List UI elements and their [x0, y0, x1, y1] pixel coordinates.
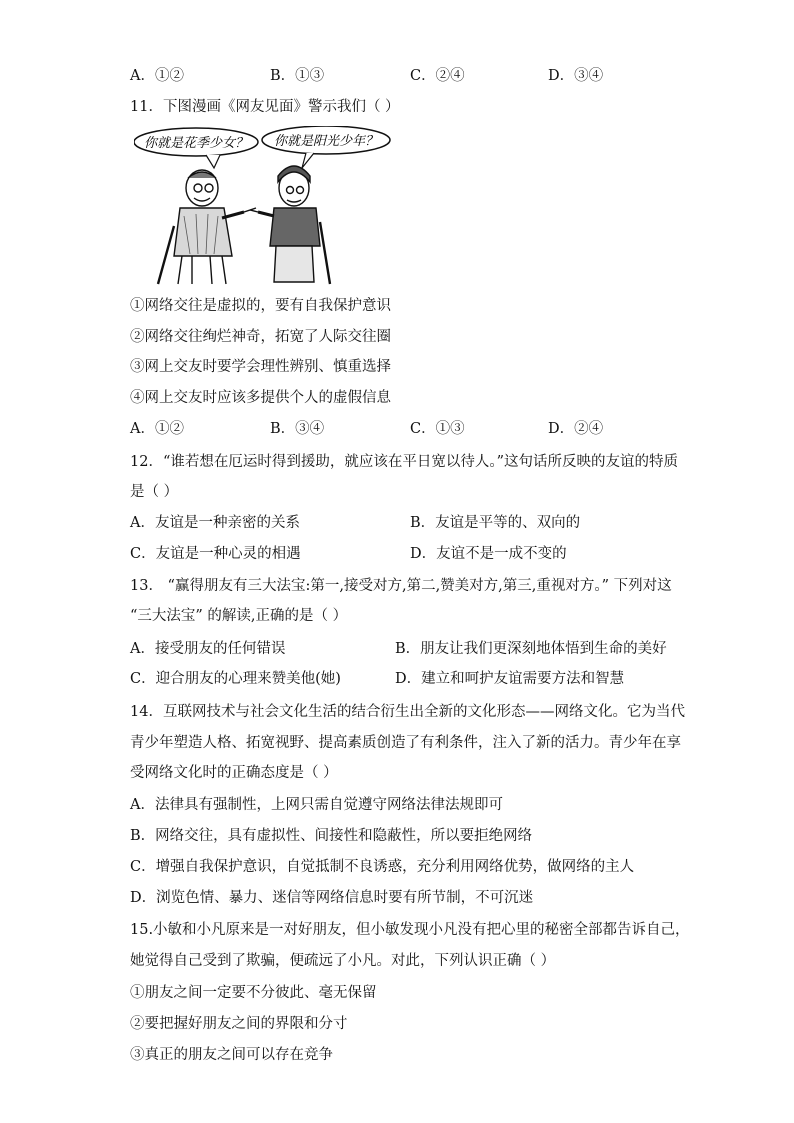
old-man-figure [158, 170, 256, 284]
q14-option-c: C．增强自我保护意识，自觉抵制不良诱惑，充分利用网络优势，做网络的主人 [130, 859, 635, 875]
q13-option-c: C．迎合朋友的心理来赞美他(她) [130, 671, 341, 687]
q13-option-a: A．接受朋友的任何错误 [130, 641, 286, 657]
q15-statement-3: ③真正的朋友之间可以存在竞争 [130, 1047, 333, 1063]
q15-statement-1: ①朋友之间一定要不分彼此、毫无保留 [130, 985, 377, 1001]
q15-stem-line-1: 15.小敏和小凡原来是一对好朋友，但小敏发现小凡没有把心里的秘密全部都告诉自己， [130, 922, 690, 938]
q14-stem-line-3: 受网络文化时的正确态度是（ ） [130, 765, 338, 781]
q10-option-b: B．①③ [270, 68, 325, 84]
q12-option-c: C．友谊是一种心灵的相遇 [130, 546, 301, 562]
bubble-left-text: 你就是花季少女？ [143, 136, 249, 151]
q11-statement-1: ①网络交往是虚拟的，要有自我保护意识 [130, 298, 391, 314]
q13-stem-line-1: 13． “赢得朋友有三大法宝:第一,接受对方,第二,赞美对方,第三,重视对方。” 下列对这 [130, 578, 672, 594]
q10-option-c: C．②④ [410, 68, 465, 84]
q11-statement-4: ④网上交友时应该多提供个人的虚假信息 [130, 390, 391, 406]
q13-option-b: B．朋友让我们更深刻地体悟到生命的美好 [395, 641, 667, 657]
q14-stem-line-1: 14．互联网技术与社会文化生活的结合衍生出全新的文化形态——网络文化。它为当代 [130, 704, 685, 720]
q14-option-d: D．浏览色情、暴力、迷信等网络信息时要有所节制，不可沉迷 [130, 890, 534, 906]
q11-option-a: A．①② [130, 421, 184, 437]
q11-option-c: C．①③ [410, 421, 465, 437]
q15-statement-2: ②要把握好朋友之间的界限和分寸 [130, 1016, 348, 1032]
q11-statement-2: ②网络交往绚烂神奇，拓宽了人际交往圈 [130, 329, 391, 345]
q15-stem-line-2: 她觉得自己受到了欺骗，便疏远了小凡。对此，下列认识正确（ ） [130, 953, 556, 969]
q11-stem: 11．下图漫画《网友见面》警示我们（ ） [130, 99, 400, 115]
old-woman-figure [250, 166, 330, 284]
q12-stem-line-2: 是（ ） [130, 484, 179, 500]
q11-option-d: D．②④ [548, 421, 604, 437]
q12-option-d: D．友谊不是一成不变的 [410, 546, 567, 562]
q11-option-b: B．③④ [270, 421, 325, 437]
q14-stem-line-2: 青少年塑造人格、拓宽视野、提高素质创造了有利条件，注入了新的活力。青少年在享 [130, 735, 681, 751]
q13-option-d: D．建立和呵护友谊需要方法和智慧 [395, 671, 625, 687]
q12-stem-line-1: 12．“谁若想在厄运时得到援助，就应该在平日宽以待人。”这句话所反映的友谊的特质 [130, 454, 679, 470]
q10-option-a: A．①② [130, 68, 184, 84]
q14-option-b: B．网络交往，具有虚拟性、间接性和隐蔽性，所以要拒绝网络 [130, 828, 533, 844]
q13-stem-line-2: “三大法宝” 的解读,正确的是（ ） [130, 608, 348, 624]
bubble-right-text: 你就是阳光少年？ [273, 134, 379, 149]
q12-option-b: B．友谊是平等的、双向的 [410, 515, 581, 531]
q12-option-a: A．友谊是一种亲密的关系 [130, 515, 300, 531]
q11-statement-3: ③网上交友时要学会理性辨别、慎重选择 [130, 359, 391, 375]
q10-option-d: D．③④ [548, 68, 604, 84]
q14-option-a: A．法律具有强制性，上网只需自觉遵守网络法律法规即可 [130, 797, 503, 813]
cartoon-online-friends-meeting [134, 126, 392, 286]
